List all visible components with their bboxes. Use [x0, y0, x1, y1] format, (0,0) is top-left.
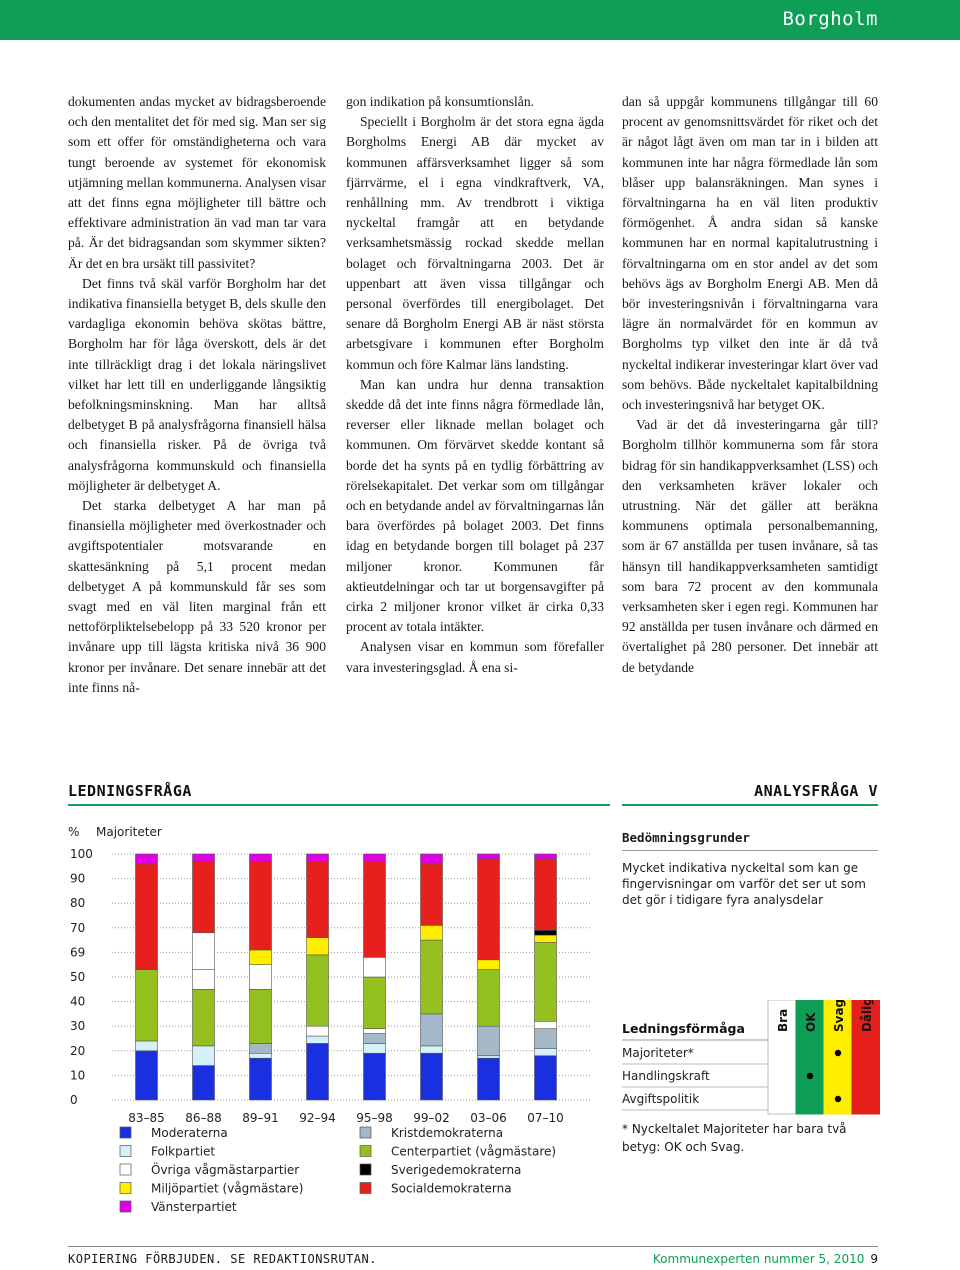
- bar-segment: [364, 1034, 386, 1044]
- y-tick-label: 90: [70, 871, 86, 886]
- bar-segment: [250, 950, 272, 965]
- page-number: 9: [870, 1252, 878, 1266]
- bar-segment: [421, 940, 443, 1014]
- paragraph: dokumenten andas mycket av bidragsberoende och den mentalitet det för med sig. Man ser sig som ett offer för omständigheterna och vara tungt beroende av systemet för ekonomisk utjämning mellan kommunerna. Analysen visar att det finns egna möjligheter till bättre och effektivare administration än vad man tar vara på. Är det bidragsandan som skymmer sikten? Är det en bra ursäkt till passivitet?: [68, 94, 326, 271]
- bar-segment: [250, 989, 272, 1043]
- footer-title: Kommunexperten nummer 5, 2010: [652, 1252, 865, 1266]
- bar-segment: [307, 1043, 329, 1100]
- grid-footnote: * Nyckeltalet Majoriteter har bara två betyg: OK och Svag.: [622, 1122, 847, 1154]
- legend-label: Moderaterna: [151, 1126, 228, 1140]
- rating-column-label: Dålig: [860, 1000, 874, 1032]
- bar-segment: [478, 1058, 500, 1100]
- x-tick-label: 95–98: [356, 1111, 393, 1125]
- bar-segment: [364, 854, 386, 861]
- y-tick-label: 10: [70, 1068, 86, 1083]
- x-tick-label: 99–02: [413, 1111, 450, 1125]
- header-bar: [0, 0, 960, 40]
- grid-heading: Ledningsförmåga: [622, 1021, 745, 1036]
- y-tick-label: 30: [70, 1019, 86, 1034]
- rating-grid: [622, 1000, 880, 1120]
- bar-segment: [421, 1014, 443, 1046]
- bar-segment: [193, 1046, 215, 1066]
- bar-segment: [478, 960, 500, 970]
- legend-label: Sverigedemokraterna: [391, 1163, 522, 1177]
- footer-publication: [653, 1252, 878, 1266]
- rating-column-label: Bra: [776, 1008, 790, 1032]
- y-tick-label: 40: [70, 994, 86, 1009]
- section-heading-right: ANALYSFRÅGA V: [754, 782, 878, 800]
- bar-segment: [478, 1026, 500, 1056]
- x-tick-label: 03–06: [470, 1111, 507, 1125]
- legend-label: Vänsterpartiet: [151, 1200, 237, 1214]
- grid-row-label: Avgiftspolitik: [622, 1092, 700, 1106]
- y-tick-label: 100: [70, 847, 93, 861]
- bar-segment: [478, 970, 500, 1027]
- rating-grid-svg: [622, 1000, 880, 1120]
- legend-label: Centerpartiet (vågmästare): [391, 1144, 557, 1159]
- paragraph: gon indikation på konsumtionslån.: [346, 94, 535, 109]
- paragraph: Vad är det då investeringarna går till? Borgholm tillhör kommunerna som får stora bidrag för sin handikappverksamhet (LSS) och den verksamheten kräver lokaler och utrustning. När det gäller att beräkna kommunens optimala personalbemanning, som är 67 anställda per tusen invånare, så tas hänsyn till handikappverksamheten samtidigt som bara 72 procent av den kommunala verksamheten sker i egen regi. Kommunen har 92 anställda per tusen invånare och därmed en övertalighet på 280 personer. Det innebär att de betydande: [622, 417, 878, 675]
- x-tick-label: 86–88: [185, 1111, 222, 1125]
- bar-segment: [307, 955, 329, 1026]
- bar-segment: [193, 1066, 215, 1100]
- legend-swatch: [360, 1183, 371, 1194]
- header-brand: Borgholm: [782, 8, 878, 30]
- rating-dot: [835, 1096, 841, 1102]
- y-tick-label: 0: [70, 1093, 78, 1107]
- bar-segment: [250, 965, 272, 990]
- bar-segment: [364, 1029, 386, 1034]
- footer-notice: KOPIERING FÖRBJUDEN. SE REDAKTIONSRUTAN.: [68, 1252, 377, 1266]
- bar-segment: [307, 938, 329, 955]
- legend-label: Miljöpartiet (vågmästare): [151, 1181, 304, 1196]
- majority-chart-svg: [60, 820, 600, 1240]
- grid-row-label: Majoriteter*: [622, 1046, 694, 1060]
- rating-column-label: Svag: [832, 1000, 846, 1032]
- legend-swatch: [120, 1127, 131, 1138]
- bar-segment: [193, 861, 215, 932]
- y-tick-label: 69: [70, 945, 86, 960]
- bar-segment: [364, 977, 386, 1029]
- paragraph: Analysen visar en kommun som förefaller vara investeringsglad. Å ena si-: [346, 639, 604, 675]
- section-divider-left: [68, 804, 610, 806]
- bar-segment: [364, 1053, 386, 1100]
- majority-chart: [60, 820, 600, 1240]
- rating-dot: [835, 1050, 841, 1056]
- bar-segment: [535, 859, 557, 930]
- bar-segment: [535, 1056, 557, 1100]
- bar-segment: [535, 1029, 557, 1049]
- bar-segment: [193, 854, 215, 861]
- chart-ylabel: %: [68, 825, 80, 839]
- bar-segment: [421, 1046, 443, 1053]
- legend-swatch: [120, 1164, 131, 1175]
- legend-swatch: [360, 1164, 371, 1175]
- bar-segment: [193, 989, 215, 1046]
- bar-segment: [421, 864, 443, 925]
- paragraph: Det finns två skäl varför Borgholm har det indikativa finansiella betyget B, dels skulle den vardagliga ekonomin behöva skötas bättre, Borgholm har för låga överskott, dels är det inte tillräckligt drag i det lokala näringslivet vilket har lett till en underliggande långsiktig befolkningsminskning. Man har alltså delbetyget B på analysfrågorna finansiell hälsa och finansiella risker. På de övriga två analysfrågorna kommunskuld och finansiella möjligheter är delbetyget A.: [68, 275, 326, 493]
- grid-row-label: Handlingskraft: [622, 1069, 710, 1083]
- y-tick-label: 80: [70, 896, 86, 911]
- bar-segment: [478, 1056, 500, 1058]
- bar-segment: [250, 1053, 272, 1058]
- footer-divider: [68, 1246, 878, 1247]
- legend-swatch: [120, 1201, 131, 1212]
- legend-label: Kristdemokraterna: [391, 1126, 504, 1140]
- bar-segment: [307, 1026, 329, 1036]
- panel-description: Mycket indikativa nyckeltal som kan ge fingervisningar om varför det ser ut som det gör i tidigare fyra analysdelar: [622, 861, 866, 907]
- bar-segment: [136, 970, 158, 1041]
- bar-segment: [250, 1043, 272, 1053]
- legend-swatch: [120, 1183, 131, 1194]
- x-tick-label: 83–85: [128, 1111, 165, 1125]
- bar-segment: [478, 854, 500, 859]
- bar-segment: [364, 861, 386, 957]
- bar-segment: [421, 1053, 443, 1100]
- bar-segment: [250, 854, 272, 861]
- bar-segment: [535, 1021, 557, 1028]
- bar-segment: [307, 854, 329, 861]
- bar-segment: [136, 854, 158, 864]
- x-tick-label: 89–91: [242, 1111, 279, 1125]
- article-column-3: [622, 92, 878, 678]
- panel-title: Bedömningsgrunder: [622, 830, 750, 845]
- article-column-2: [346, 92, 604, 678]
- bar-segment: [136, 1041, 158, 1051]
- bar-segment: [478, 859, 500, 960]
- bar-segment: [535, 1048, 557, 1055]
- legend-swatch: [120, 1146, 131, 1157]
- bar-segment: [250, 1058, 272, 1100]
- bar-segment: [307, 861, 329, 937]
- y-tick-label: 20: [70, 1043, 86, 1058]
- assessment-panel: [622, 830, 880, 907]
- bar-segment: [535, 943, 557, 1022]
- bar-segment: [535, 935, 557, 942]
- rating-column-label: OK: [804, 1012, 818, 1032]
- y-tick-label: 70: [70, 920, 86, 935]
- bar-segment: [193, 970, 215, 990]
- paragraph: Speciellt i Borgholm är det stora egna ägda Borgholms Energi AB där mycket av kommunen affärsverksamhet ligger så som fjärrvärme, el i egna vindkraftverk, VA, renhållning mm. Av trendbrott i viktiga nyckeltal framgår att en betydande verksamhetsmässig rockad skedde mellan bolaget och förvaltningarna 2003. Det är uppenbart att även vissa tillgångar och personal överfördes till energibolaget. Det senare då Borgholm Energi AB är näst största arbetsgivare i kommunen efter Borgholm kommun och före Kalmar läns landsting.: [346, 114, 604, 372]
- bar-segment: [421, 925, 443, 940]
- section-divider-right: [622, 804, 878, 806]
- section-heading-left: LEDNINGSFRÅGA: [68, 782, 192, 800]
- article-column-1: [68, 92, 326, 698]
- panel-divider: [622, 850, 878, 851]
- x-tick-label: 07–10: [527, 1111, 564, 1125]
- bar-segment: [421, 854, 443, 864]
- x-tick-label: 92–94: [299, 1111, 336, 1125]
- chart-title: Majoriteter: [96, 825, 162, 839]
- bar-segment: [364, 957, 386, 977]
- rating-dot: [807, 1073, 813, 1079]
- bar-segment: [535, 854, 557, 859]
- footnote-panel: [622, 1120, 880, 1156]
- paragraph: Man kan undra hur denna transaktion skedde då det inte finns några förmedlade lån, reverser eller liknade mellan bolaget och kommunen. Om förvärvet skedde kontant så borde det ha synts på en tydlig förbättring av rörelsekapitalet. Det verkar som om tillgångar och en betydande andel av förvaltningarnas lån bara överfördes på bolaget 2003. Det finns idag en betydande borgen till bolaget på 237 miljoner kronor. Kommunen får aktieutdelningar och tar ut borgensavgifter på cirka 2 miljoner kronor vilket är cirka 0,33 procent av totala intäkter.: [346, 376, 604, 635]
- legend-label: Socialdemokraterna: [391, 1181, 512, 1196]
- y-tick-label: 50: [70, 970, 86, 984]
- paragraph: Det starka delbetyget A har man på finansiella möjligheter med överkostnader och avgiftspotentialer motsvarande en skattesänkning på 5,1 procent medan delbetyget A på kommunskuld får ses som svagt med en väl liten marginal från ett nettoförpliktelsebelopp på 33 520 kronor per invånare upp till lägsta kritiska nivå 36 900 kronor per invånare. Det senare innebär att det inte finns nå-: [68, 498, 326, 695]
- bar-segment: [307, 1036, 329, 1043]
- legend-swatch: [360, 1146, 371, 1157]
- legend-label: Folkpartiet: [151, 1144, 216, 1159]
- bar-segment: [250, 861, 272, 950]
- bar-segment: [136, 1051, 158, 1100]
- bar-segment: [535, 930, 557, 935]
- bar-segment: [364, 1043, 386, 1053]
- bar-segment: [136, 864, 158, 970]
- paragraph: dan så uppgår kommunens tillgångar till 60 procent av genomsnittsvärdet för riket och det är något lågt även om man tar in i bilden att kommunen inte har några förmedlade lån som blåser upp balansräkningen. Man synes i förvaltningarna ha en väl liten produktiv förmögenhet. Å andra sidan så kanske kommunen har en normal kapitalutrustning i förvaltningarna om en stor andel av det som behövs ägs av Borgholm Energi AB. Men då bör investeringsnivån i förvaltningarna vara lägre än normalvärdet för en kommun av Borgholms typ vilket den inte är då två nyckeltal indikerar investeringar klart över vad som behövs. Både nyckeltalet kapitalbildning och investeringsnivå har betyget OK.: [622, 94, 878, 413]
- bar-segment: [193, 933, 215, 970]
- legend-swatch: [360, 1127, 371, 1138]
- legend-label: Övriga vågmästarpartier: [151, 1163, 300, 1177]
